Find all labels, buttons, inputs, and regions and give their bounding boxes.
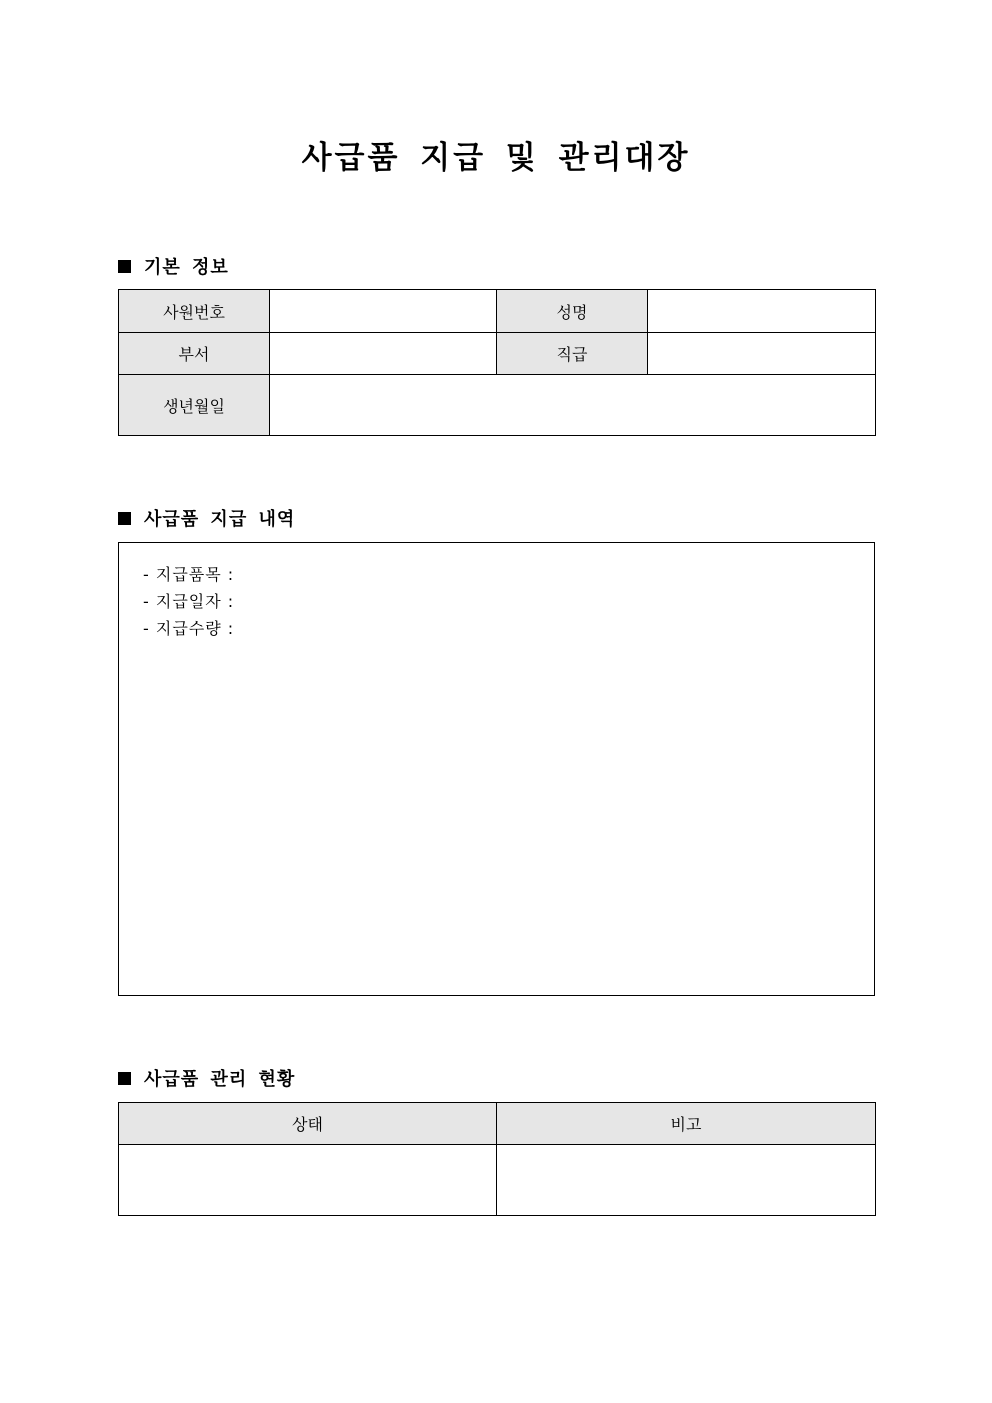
management-status-heading-text: 사급품 관리 현황 xyxy=(144,1069,296,1090)
remarks-column-header: 비고 xyxy=(497,1103,876,1145)
position-label: 직급 xyxy=(497,333,648,375)
issue-item-date: - 지급일자 : xyxy=(143,592,235,611)
position-field[interactable] xyxy=(648,333,876,375)
square-bullet-icon xyxy=(118,512,131,525)
basic-info-table xyxy=(118,289,876,436)
birthdate-field[interactable] xyxy=(270,375,876,436)
document-title: 사급품 지급 및 관리대장 xyxy=(301,140,691,176)
issue-details-heading xyxy=(118,505,295,531)
square-bullet-icon xyxy=(118,260,131,273)
department-label: 부서 xyxy=(119,333,270,375)
status-column-header: 상태 xyxy=(119,1103,497,1145)
birthdate-label: 생년월일 xyxy=(119,375,270,436)
square-bullet-icon xyxy=(118,1072,131,1085)
department-field[interactable] xyxy=(270,333,497,375)
remarks-field[interactable] xyxy=(497,1145,876,1216)
issue-details-list xyxy=(119,543,874,642)
management-status-table xyxy=(118,1102,876,1216)
basic-info-row xyxy=(119,375,876,436)
issue-item-quantity: - 지급수량 : xyxy=(143,619,235,638)
name-label: 성명 xyxy=(497,290,648,333)
management-status-header-row xyxy=(119,1103,876,1145)
status-field[interactable] xyxy=(119,1145,497,1216)
name-field[interactable] xyxy=(648,290,876,333)
employee-no-field[interactable] xyxy=(270,290,497,333)
issue-details-heading-text: 사급품 지급 내역 xyxy=(144,509,296,530)
basic-info-row xyxy=(119,290,876,333)
basic-info-heading xyxy=(118,253,229,279)
basic-info-row xyxy=(119,333,876,375)
management-status-row xyxy=(119,1145,876,1216)
basic-info-heading-text: 기본 정보 xyxy=(144,257,229,278)
employee-no-label: 사원번호 xyxy=(119,290,270,333)
management-status-heading xyxy=(118,1065,295,1091)
issue-item-name: - 지급품목 : xyxy=(143,565,235,584)
issue-details-box[interactable] xyxy=(118,542,875,996)
